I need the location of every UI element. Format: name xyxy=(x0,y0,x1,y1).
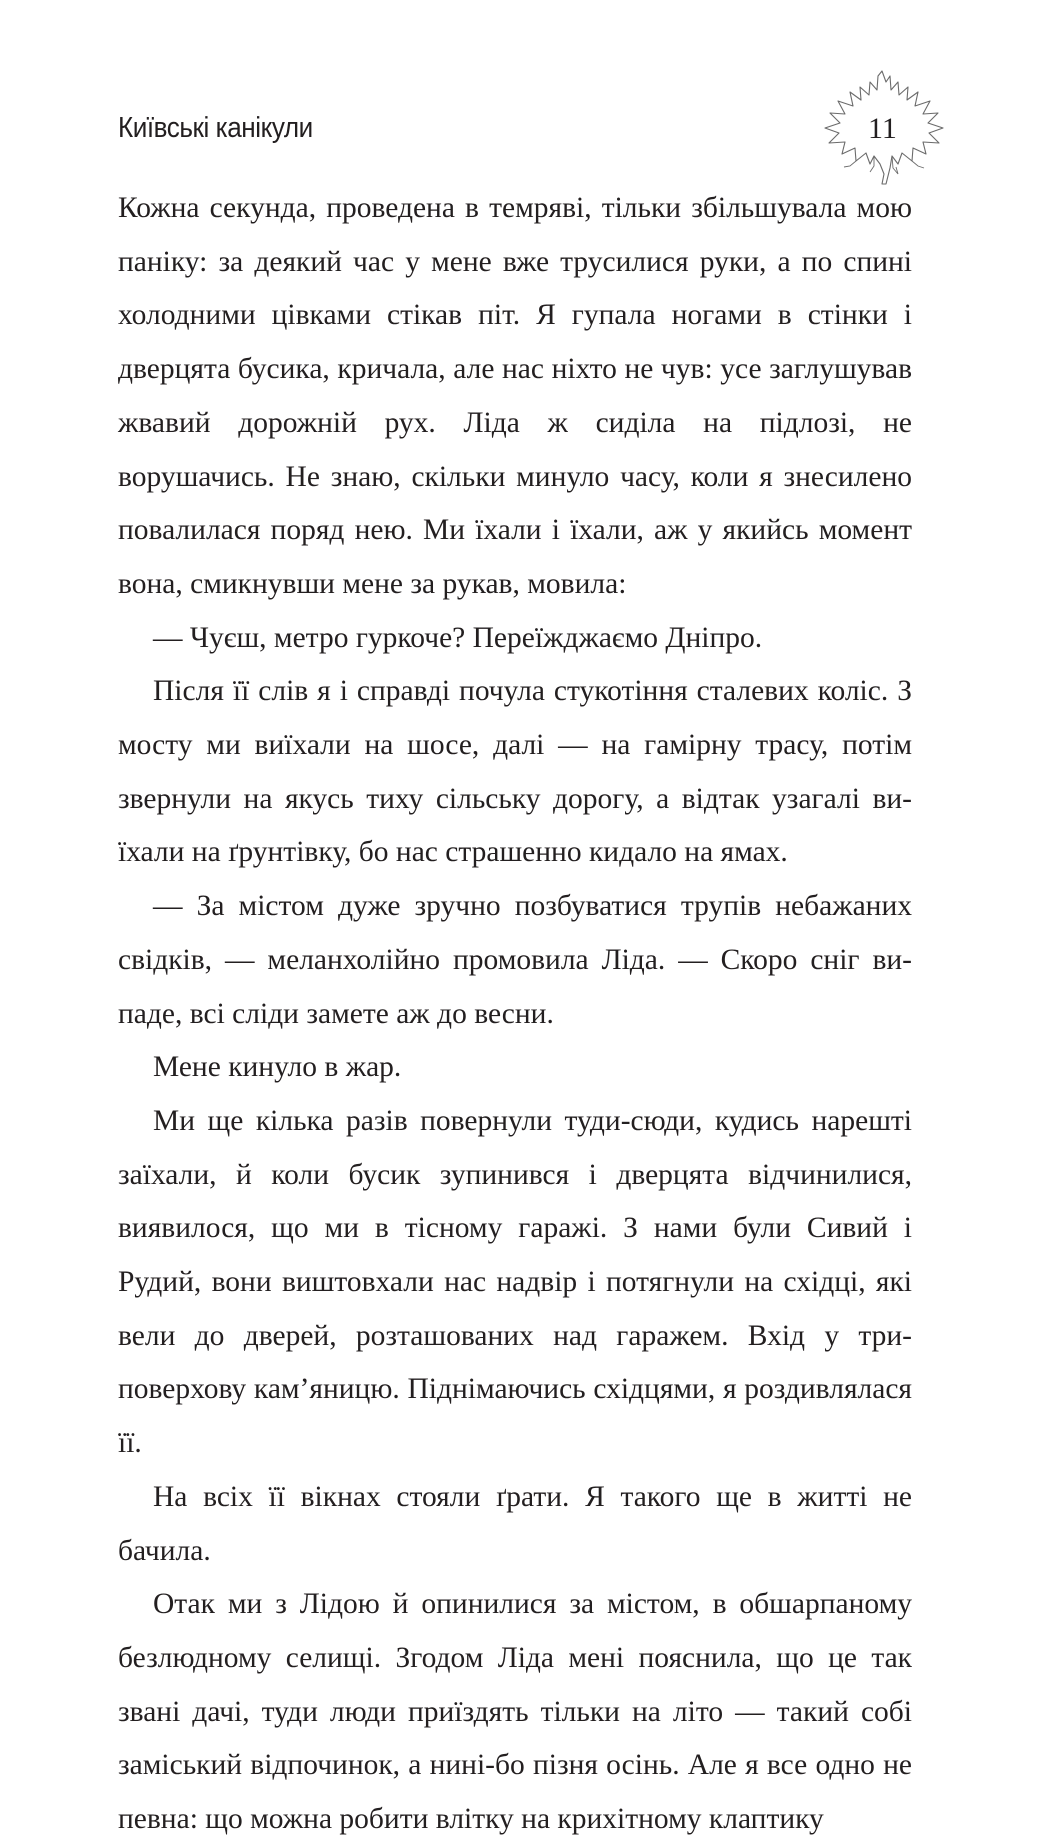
paragraph: Мене кинуло в жар. xyxy=(153,1051,402,1084)
paragraph: На всіх її вікнах стояли ґрати. Я такого ще в житті не бачила. xyxy=(118,1480,912,1567)
paragraph: — Чуєш, метро гуркоче? Переїжджаємо Дніпро. xyxy=(153,621,763,654)
paragraph: — За містом дуже зручно позбуватися трупів небажаних свідків, — меланхолійно промовила Ліда. — Скоро сніг випаде, всі сліди замете аж до весни. xyxy=(118,890,912,1030)
paragraph: Ми ще кілька разів повернули туди-сюди, кудись нарешті заїхали, й коли бусик зупинився і дверцята відчинилися, виявилося, що ми в тісному гаражі. З нами були Сивий і Рудий, вони виштовхали нас надвір і потягнули на східці, які вели до дверей, розташованих над гаражем. Вхід у триповерхову кам’яницю. Піднімаючись східцями, я роздивлялася її. xyxy=(118,1104,912,1460)
paragraph: Кожна секунда, проведена в темряві, тільки збільшувала мою паніку: за деякий час у мене вже трусилися руки, а по спині холодними цівками стікав піт. Я гупала ногами в стінки і дверцята бусика, кричала, але нас ніхто не чув: усе заглушував жвавий дорожній рух. Ліда ж сиділа на підлозі, не ворушачись. Не знаю, скільки минуло часу, коли я знесилено повалилася поряд нею. Ми їхали і їхали, аж у якийсь момент вона, смикнувши мене за рукав, мовила: xyxy=(118,192,912,600)
running-head-title: Київські канікули xyxy=(118,112,313,144)
body-text xyxy=(118,182,912,1847)
paragraph: Після її слів я і справді почула стукотіння сталевих коліс. З мосту ми виїхали на шосе, далі — на гамірну трасу, потім звернули на якусь тиху сільську дорогу, а відтак узагалі виїхали на ґрунтівку, бо нас страшенно кидало на ямах. xyxy=(118,675,912,869)
page-number: 11 xyxy=(868,112,897,145)
paragraph: Отак ми з Лідою й опинилися за містом, в обшарпаному безлюдному селищі. Згодом Ліда мені пояснила, що це так звані дачі, туди люди приїздять тільки на літо — такий собі заміський відпочинок, а нині-бо пізня осінь. Але я все одно не певна: що можна робити влітку на крихітному клаптику xyxy=(118,1588,912,1836)
